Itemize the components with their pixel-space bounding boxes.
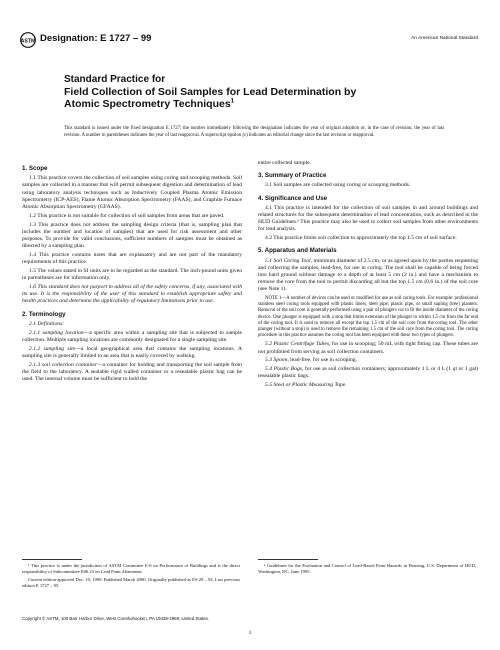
title-line-2: Field Collection of Soil Samples for Lead Determination by	[64, 86, 357, 98]
right-column	[258, 160, 478, 391]
para-5-2: 5.2 Plastic Centrifuge Tubes, for use in scooping; 50 mL with tight fitting cap. These tubes are not prohibited from serving as soil collection containers.	[258, 341, 479, 355]
para-1-6: 1.6 This standard does not purport to address all of the safety concerns, if any, associated with its use. It is the responsibility of the user of this standard to establish appropriate safety and health practices and determine the applicability of regulatory limitations prior to use.	[22, 284, 242, 305]
issuance-statement: This standard is issued under the fixed designation E 1727; the number immediately following the designation indicates the year of original adoption or, in the case of revision, the year of last revision. A number in parentheses indicates the year of last reapproval. A superscript epsilon (ε) indicates an editorial change since the last revision or reapproval.	[64, 126, 444, 138]
para-1-1: 1.1 This practice covers the collection of soil samples using coring and scooping methods. Soil samples are collected in a manner that will permit subsequent digestion and determination of lead using laboratory analysis techniques such as Inductively Coupled Plasma Atomic Emission Spectrometry (ICP-AES), Flame Atomic Absorption Spectrometry (FAAS), and Graphite Furnace Atomic Absorption Spectrometry (GFAAS).	[22, 175, 242, 211]
para-1-2: 1.2 This practice is not suitable for collection of soil samples from areas that are paved.	[29, 212, 225, 219]
para-2-1-1: 2.1.1 sampling location—a specific area within a sampling site that is subjected to sample collection. Multiple sampling locations are commonly designated for a single sampling site.	[22, 329, 242, 343]
para-1-4: 1.4 This practice contains notes that are explanatory and are not part of the mandatory requirements of this practice.	[22, 252, 242, 266]
continued-text: entire collected sample.	[258, 160, 311, 166]
para-5-3: 5.3 Spoon, lead-free, for use in scooping.	[265, 357, 357, 364]
apparatus-heading: 5. Apparatus and Materials	[258, 247, 337, 255]
para-1-3: 1.3 This practice does not address the sampling design criteria (that is, sampling plan that includes the number and location of samples) that are used for risk assessment and other purposes. To provide for valid conclusions, sufficient numbers of samples must be obtained as directed by a sampling plan.	[22, 221, 242, 250]
footnotes-left	[22, 563, 240, 591]
scope-heading: 1. Scope	[22, 165, 48, 172]
footnote-2: ² Guidelines for the Evaluation and Control of Lead-Based Paint Hazards in Housing, U.S. Department of HUD, Washington, DC, June 1995.	[258, 563, 476, 574]
para-5-1: 5.1 Soil Coring Tool, minimum diameter of 2.5 cm, or as agreed upon by the parties requesting and collecting the samples, lead-free, for use in coring. The tool shall be capable of being forced into hard ground without damage to a depth of at least 5 cm (2 in.) and have a mechanism to remove the core from the tool to permit discarding all but the top 1.5 cm (0.6 in.) of the soil core (see Note 1).	[258, 257, 478, 293]
para-2-1-3: 2.1.3 soil collection container—a container for holding and transporting the soil sample from the field to the laboratory. A sealable rigid walled container or a resealable plastic bag can be used. The internal volume must be sufficient to hold the	[22, 361, 242, 383]
note-1: NOTE 1—A number of devices can be used or modified for use as soil coring tools. For example: professional stainless steel coring tools equipped with plastic liners, steel pipe, plastic pipe, or small sapling (tree) planters. Removal of the soil core is generally performed using a pair of plungers cut to fit the inside diameter of the coring device. One plunger is equipped with a stop that limits extension of the plunger to within 1.5 cm from the far end of the coring tool. It is used to remove all except the top 1.5 cm of the soil core from the coring tool. The other plunger (without a stop) is used to remove the remaining 1.5 cm of the soil core from the coring tool. The coring procedure in this practice assumes the coring tool has been equipped with these two types of plungers.	[258, 295, 478, 339]
footnote-rule-right	[258, 559, 318, 560]
footnotes-right	[258, 563, 476, 577]
title-line-3: Atomic Spectrometry Techniques$^1$	[64, 98, 235, 110]
para-5-5: 5.5 Steel or Plastic Measuring Tape.	[265, 382, 347, 389]
title-line-1: Standard Practice for	[64, 74, 166, 85]
document-title	[64, 74, 454, 110]
terminology-heading: 2. Terminology	[22, 310, 66, 318]
footnote-rule-left	[22, 559, 82, 560]
para-2-1-2: 2.1.2 sampling site—a local geographical area that contains the sampling locations. A sampling site is generally limited to an area that is easily covered by walking.	[22, 345, 242, 359]
para-5-4: 5.4 Plastic Bags, for use as soil collection containers; approximately 1 L or 4 L (1 qt or 1 gal) resealable plastic bags.	[258, 366, 478, 380]
summary-heading: 3. Summary of Practice	[258, 172, 327, 180]
para-4-1: 4.1 This practice is intended for the collection of soil samples in and around buildings and related structures for the subsequent determination of lead concentration, such as described in the HUD Guidelines.² This practice may also be used to collect soil samples from other environments for lead analysis.	[258, 204, 478, 233]
footnote-edition: Current edition approved Dec. 10, 1999. Published March 2000. Originally published as ES 29 – 94. Last previous edition E 1727 – 95.	[22, 577, 240, 588]
copyright-line: Copyright © ASTM, 100 Barr Harbor Drive, West Conshohocken, PA 19428-2959, United States.	[22, 616, 210, 621]
para-4-2: 4.2 This practice limits soil collection to approximately the top 1.5 cm of soil surface.	[265, 235, 457, 242]
designation: Designation: E 1727 – 99	[40, 33, 152, 44]
footnote-1: ¹ This practice is under the jurisdiction of ASTM Committee E-6 on Performance of Buildings and is the direct responsibility of Subcommittee E06.23 on Lead Paint Abatement.	[22, 563, 240, 574]
svg-text:ASTM: ASTM	[20, 38, 36, 45]
publisher-note: An American National Standard	[411, 36, 478, 41]
left-column	[22, 160, 242, 385]
para-1-5: 1.5 The values stated in SI units are to be regarded as the standard. The inch-pound units given in parentheses are for information only.	[22, 268, 242, 282]
para-2-1: 2.1 Definitions:	[29, 320, 65, 327]
page-number: 1	[248, 630, 252, 636]
significance-heading: 4. Significance and Use	[258, 194, 328, 202]
astm-logo-icon	[20, 32, 36, 48]
para-3-1: 3.1 Soil samples are collected using coring or scooping methods.	[265, 182, 411, 189]
title-footnote-ref: 1	[230, 98, 235, 105]
